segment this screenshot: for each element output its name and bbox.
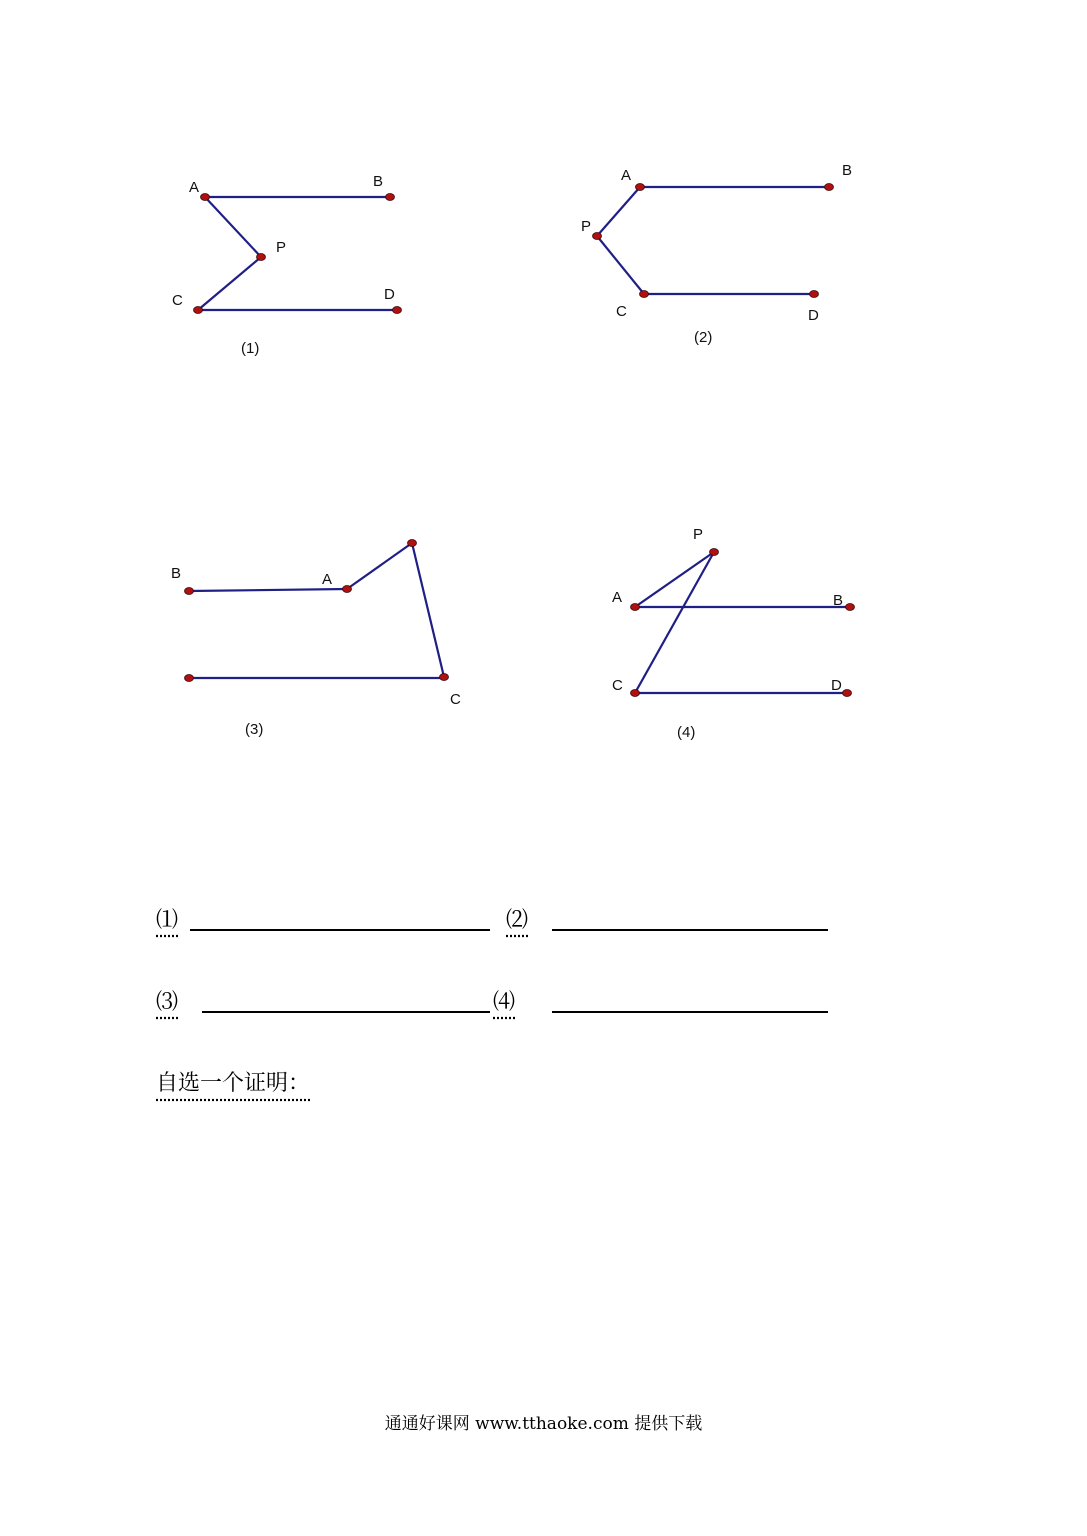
segment-a-apex [347,543,412,589]
point-d [810,291,819,298]
label-p: P [276,239,287,256]
point-c [194,307,203,314]
label-p: P [693,526,704,543]
point-b [846,604,855,611]
figure-2 [581,162,852,346]
point-d [393,307,402,314]
point-p [257,254,266,261]
point-a [343,586,352,593]
answer-blank-1[interactable] [190,929,490,931]
label-d: D [831,677,842,694]
label-a: A [621,167,632,184]
point-a [631,604,640,611]
label-a: A [612,589,623,606]
point-c [440,674,449,681]
point-b [185,588,194,595]
segment-ap [205,197,261,257]
answer-blank-2[interactable] [552,929,828,931]
figure-caption: (3) [245,721,264,738]
label-c: C [612,677,623,694]
label-a: A [189,179,200,196]
segment-pc [198,257,261,310]
point-b [825,184,834,191]
label-c: C [616,303,627,320]
point-c [640,291,649,298]
label-d: D [384,286,395,303]
label-c: C [450,691,461,708]
figure-caption: (2) [694,329,713,346]
answer-label-4: ⑷ [493,990,516,1015]
segment-ap [635,552,714,607]
point-d [843,690,852,697]
answer-label-2: ⑵ [506,908,529,933]
answer-label-1: ⑴ [156,908,179,933]
point-c [631,690,640,697]
proof-prompt: 自选一个证明： [156,1071,311,1096]
point-p [593,233,602,240]
point-b [386,194,395,201]
segment-ba [189,589,347,591]
label-b: B [373,173,384,190]
figure-3 [171,540,461,739]
answer-blank-4[interactable] [552,1011,828,1013]
point-a [201,194,210,201]
figure-caption: (4) [677,724,696,741]
label-a: A [322,571,333,588]
label-b: B [842,162,853,179]
answer-label-3: ⑶ [156,990,179,1015]
segment-pc [635,552,714,693]
label-c: C [172,292,183,309]
point-a [636,184,645,191]
label-p: P [581,218,592,235]
point-p [710,549,719,556]
segment-pc [597,236,644,294]
segment-ap [597,187,640,236]
figure-4 [612,526,855,741]
point-lower-left [185,675,194,682]
label-b: B [171,565,182,582]
label-d: D [808,307,819,324]
answer-blank-3[interactable] [202,1011,490,1013]
point-apex [408,540,417,547]
footer-text: 通通好课网 www.tthaoke.com 提供下载 [384,1414,703,1434]
figure-1 [172,173,402,357]
figure-caption: (1) [241,340,260,357]
label-b: B [833,592,844,609]
segment-apex-c [412,543,444,677]
